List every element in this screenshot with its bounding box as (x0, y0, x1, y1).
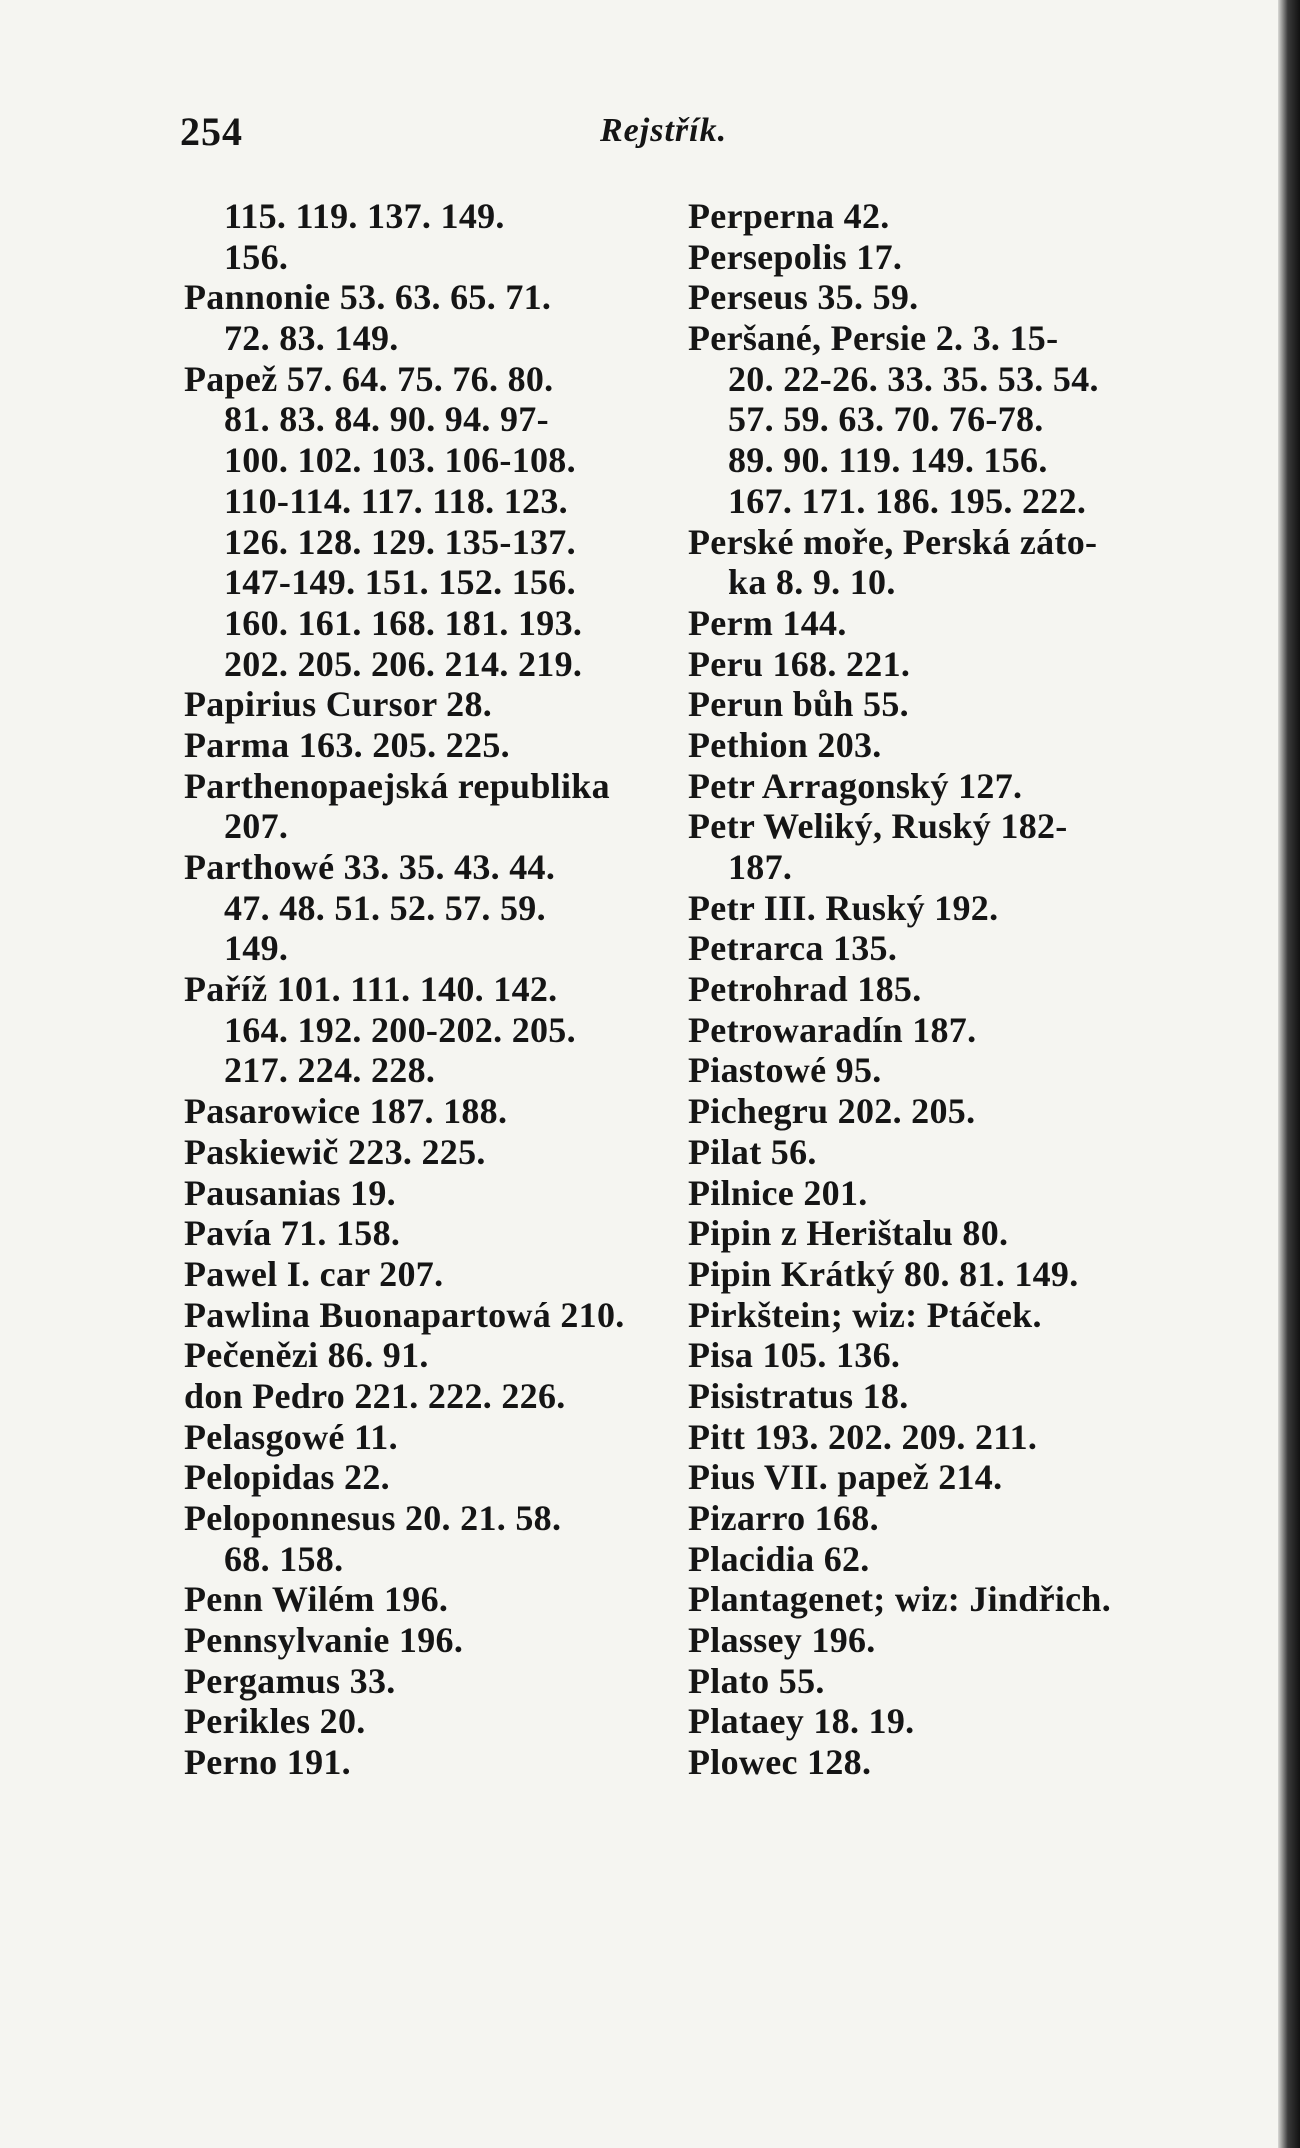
index-entry: Plantagenet; wiz: Jindřich. (688, 1579, 1112, 1620)
index-entry: Plowec 128. (688, 1742, 872, 1783)
index-entry: Pennsylvanie 196. (184, 1620, 464, 1661)
index-entry-continuation: 147-149. 151. 152. 156. (224, 562, 576, 603)
page-header (0, 108, 1260, 156)
index-entry-continuation: 126. 128. 129. 135-137. (224, 521, 576, 562)
index-entry-continuation: 110-114. 117. 118. 123. (224, 480, 568, 521)
index-entry: Perun bůh 55. (688, 684, 909, 725)
index-entry: Paříž 101. 111. 140. 142. (184, 969, 558, 1010)
index-entry-continuation: 167. 171. 186. 195. 222. (728, 480, 1087, 521)
index-entry: Pitt 193. 202. 209. 211. (688, 1416, 1038, 1457)
index-entry: Pečenězi 86. 91. (184, 1335, 429, 1376)
index-entry: Petr Weliký, Ruský 182- (688, 806, 1068, 847)
index-entry: Peloponnesus 20. 21. 58. (184, 1498, 562, 1538)
index-entry-continuation: 217. 224. 228. (224, 1050, 436, 1091)
index-entry: Paskiewič 223. 225. (184, 1131, 486, 1172)
index-entry: Petrarca 135. (688, 928, 898, 969)
index-entry: Plato 55. (688, 1660, 825, 1701)
index-entry: Perperna 42. (688, 196, 890, 236)
index-entry: Petr III. Ruský 192. (688, 887, 999, 928)
index-entry-continuation: ka 8. 9. 10. (728, 562, 896, 603)
index-entry-continuation: 160. 161. 168. 181. 193. (224, 602, 583, 643)
index-entry: Perno 191. (184, 1742, 351, 1783)
index-column-right (688, 196, 1188, 1783)
index-entry-continuation: 72. 83. 149. (224, 318, 399, 359)
index-entry: Pelopidas 22. (184, 1457, 390, 1498)
index-entry: Pipin Krátký 80. 81. 149. (688, 1253, 1079, 1294)
index-entry-continuation: 149. (224, 928, 289, 969)
index-entry: don Pedro 221. 222. 226. (184, 1375, 566, 1416)
index-entry: Perm 144. (688, 602, 847, 643)
index-entry: Papirius Cursor 28. (184, 684, 493, 725)
index-entry-continuation: 207. (224, 806, 289, 847)
index-entry: Placidia 62. (688, 1538, 870, 1579)
index-entry: Penn Wilém 196. (184, 1579, 449, 1620)
index-entry: Perikles 20. (184, 1701, 366, 1742)
index-entry: Perseus 35. 59. (688, 277, 919, 318)
index-entry: Petr Arragonský 127. (688, 765, 1023, 806)
index-entry: Plataey 18. 19. (688, 1701, 915, 1742)
index-entry-continuation: 156. (224, 236, 289, 277)
index-entry: Peršané, Persie 2. 3. 15- (688, 318, 1059, 359)
index-entry: Parma 163. 205. 225. (184, 724, 510, 765)
index-entry: Pannonie 53. 63. 65. 71. (184, 277, 552, 318)
index-entry-continuation: 202. 205. 206. 214. 219. (224, 643, 583, 684)
index-entry: Pawlina Buonapartowá 210. (184, 1294, 625, 1335)
index-entry: Pius VII. papež 214. (688, 1457, 1003, 1498)
index-entry-continuation: 100. 102. 103. 106-108. (224, 440, 576, 481)
index-entry-continuation: 115. 119. 137. 149. (224, 196, 505, 236)
index-entry-continuation: 47. 48. 51. 52. 57. 59. (224, 887, 546, 928)
index-entry: Petrohrad 185. (688, 969, 922, 1010)
index-entry-continuation: 164. 192. 200-202. 205. (224, 1009, 576, 1050)
index-entry: Parthowé 33. 35. 43. 44. (184, 847, 556, 887)
index-entry: Pelasgowé 11. (184, 1416, 398, 1457)
index-entry: Pavía 71. 158. (184, 1213, 401, 1254)
index-entry-continuation: 20. 22-26. 33. 35. 53. 54. (728, 358, 1099, 399)
index-entry: Persepolis 17. (688, 236, 903, 277)
index-entry: Pipin z Herištalu 80. (688, 1213, 1009, 1254)
index-entry: Parthenopaejská republika (184, 765, 610, 806)
index-entry: Perské moře, Perská záto- (688, 521, 1098, 562)
index-entry: Pilat 56. (688, 1131, 817, 1172)
index-entry-continuation: 89. 90. 119. 149. 156. (728, 440, 1048, 481)
index-entry: Pergamus 33. (184, 1660, 396, 1701)
index-entry: Plassey 196. (688, 1620, 876, 1661)
index-entry: Pirkštein; wiz: Ptáček. (688, 1294, 1042, 1335)
index-entry: Pasarowice 187. 188. (184, 1091, 508, 1132)
index-entry: Pichegru 202. 205. (688, 1091, 976, 1132)
index-entry-continuation: 57. 59. 63. 70. 76-78. (728, 399, 1044, 440)
index-entry: Papež 57. 64. 75. 76. 80. (184, 358, 554, 399)
page-number: 254 (180, 109, 243, 154)
index-entry: Pilnice 201. (688, 1172, 868, 1213)
running-title: Rejstřík. (600, 112, 728, 149)
index-entry-continuation: 68. 158. (224, 1538, 344, 1579)
index-entry: Petrowaradín 187. (688, 1009, 977, 1050)
index-entry: Pisa 105. 136. (688, 1335, 901, 1376)
index-entry-continuation: 81. 83. 84. 90. 94. 97- (224, 399, 549, 440)
index-entry-continuation: 187. (728, 847, 793, 887)
index-column-left (184, 196, 684, 1783)
index-entry: Pawel I. car 207. (184, 1253, 444, 1294)
index-entry: Piastowé 95. (688, 1050, 882, 1091)
index-entry: Pisistratus 18. (688, 1375, 909, 1416)
index-entry: Pizarro 168. (688, 1498, 879, 1538)
index-entry: Pethion 203. (688, 724, 882, 765)
index-entry: Peru 168. 221. (688, 643, 911, 684)
page-edge-shadow (1278, 0, 1300, 2148)
index-entry: Pausanias 19. (184, 1172, 396, 1213)
